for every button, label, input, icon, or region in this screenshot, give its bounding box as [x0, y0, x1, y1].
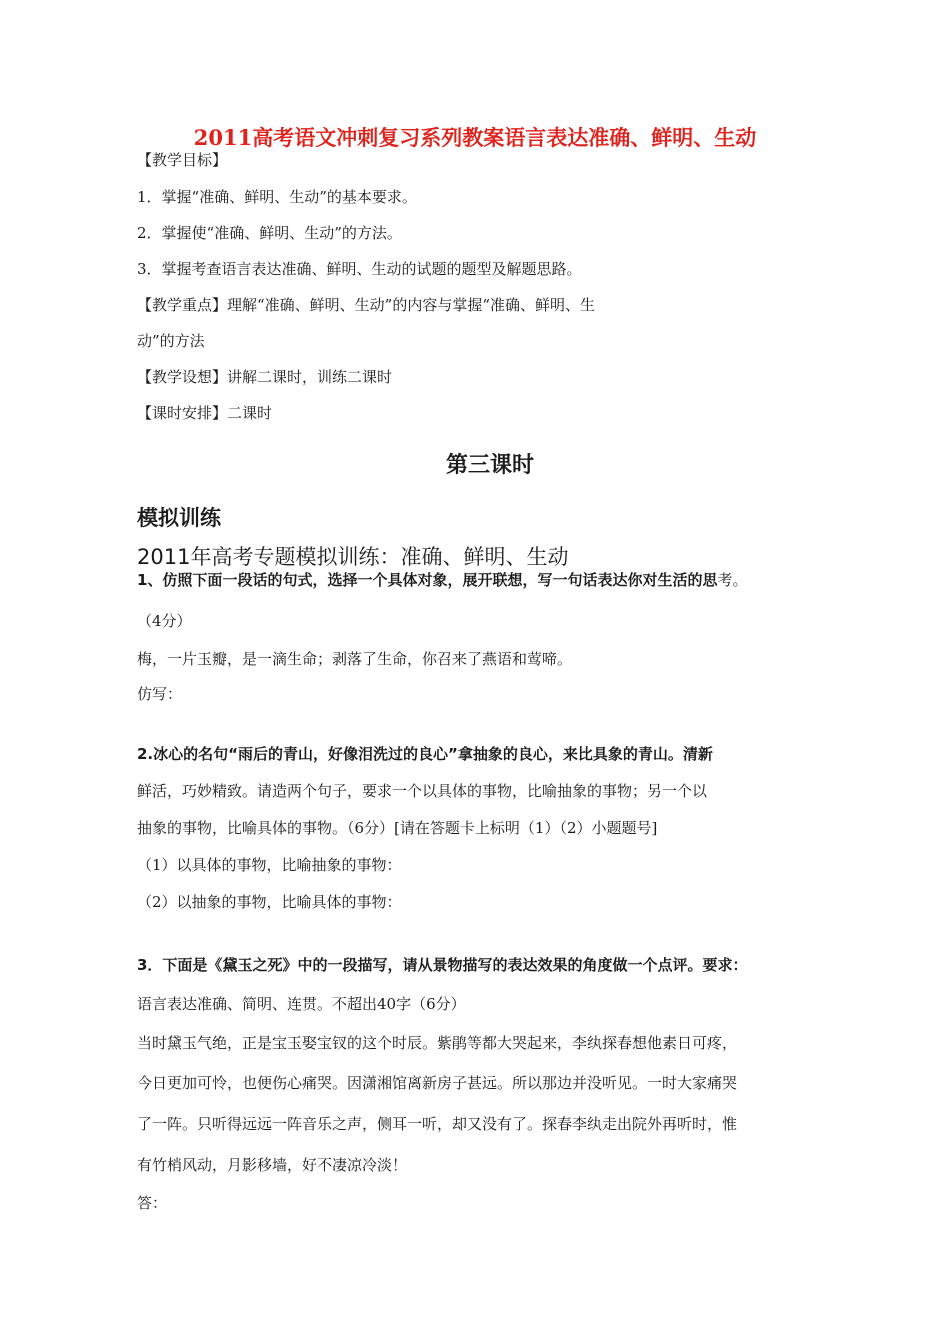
objective-2: 2．掌握使“准确、鲜明、生动”的方法。 — [137, 224, 402, 242]
section-heading: 模拟训练 — [137, 506, 221, 530]
subsection-heading: 2011年高考专题模拟训练：准确、鲜明、生动 — [137, 545, 569, 569]
objective-3: 3．掌握考查语言表达准确、鲜明、生动的试题的题型及解题思路。 — [137, 260, 582, 278]
question-2-prompt-line-2: 鲜活，巧妙精致。请造两个句子，要求一个以具体的事物，比喻抽象的事物；另一个以 — [137, 782, 708, 800]
teaching-focus-line-2: 动”的方法 — [137, 332, 205, 350]
lesson-schedule: 【课时安排】二课时 — [137, 404, 273, 422]
question-1-answer-label: 仿写： — [137, 685, 183, 703]
teaching-design: 【教学设想】讲解二课时，训练二课时 — [137, 368, 393, 386]
question-3-prompt-line-1: 3．下面是《黛玉之死》中的一段描写，请从景物描写的表达效果的角度做一个点评。要求： — [137, 956, 748, 974]
teaching-focus-line-1: 【教学重点】理解“准确、鲜明、生动”的内容与掌握“准确、鲜明、生 — [137, 296, 596, 314]
question-2-sub-2: （2）以抽象的事物，比喻具体的事物： — [137, 893, 402, 911]
question-3-passage-line-1: 当时黛玉气绝，正是宝玉娶宝钗的这个时辰。紫鹃等都大哭起来，李纨探春想他素日可疼， — [137, 1034, 738, 1052]
question-1-prompt — [137, 570, 747, 590]
question-1-score: （4分） — [137, 612, 192, 630]
question-3-passage-line-2: 今日更加可怜，也便伤心痛哭。因潇湘馆离新房子甚远。所以那边并没听见。一时大家痛哭 — [137, 1074, 738, 1092]
question-3-answer-label: 答： — [137, 1194, 168, 1212]
objectives-label: 【教学目标】 — [137, 151, 228, 169]
question-3-passage-line-3: 了一阵。只听得远远一阵音乐之声，侧耳一听，却又没有了。探春李纨走出院外再听时，惟 — [137, 1115, 738, 1133]
question-3-prompt-line-2: 语言表达准确、简明、连贯。不超出40字（6分） — [137, 995, 466, 1013]
question-1-prompt-tail: 考。 — [717, 571, 748, 589]
question-2-prompt-line-1: 2.冰心的名句“雨后的青山，好像泪洗过的良心”拿抽象的良心，来比具象的青山。清新 — [137, 745, 713, 763]
question-3-passage-line-4: 有竹梢风动，月影移墙，好不凄凉冷淡！ — [137, 1156, 408, 1174]
lesson-heading: 第三课时 — [445, 453, 534, 478]
objective-1: 1．掌握“准确、鲜明、生动”的基本要求。 — [137, 188, 417, 206]
question-1-prompt-bold: 1、仿照下面一段话的句式，选择一个具体对象，展开联想，写一句话表达你对生活的思 — [137, 571, 718, 589]
question-1-example: 梅，一片玉瓣，是一滴生命；剥落了生命，你召来了燕语和莺啼。 — [137, 650, 573, 668]
question-2-prompt-line-3: 抽象的事物，比喻具体的事物。（6分）[请在答题卡上标明（1）（2）小题题号] — [137, 819, 658, 837]
document-title: 2011高考语文冲刺复习系列教案语言表达准确、鲜明、生动 — [193, 125, 757, 150]
question-2-sub-1: （1）以具体的事物，比喻抽象的事物： — [137, 856, 402, 874]
